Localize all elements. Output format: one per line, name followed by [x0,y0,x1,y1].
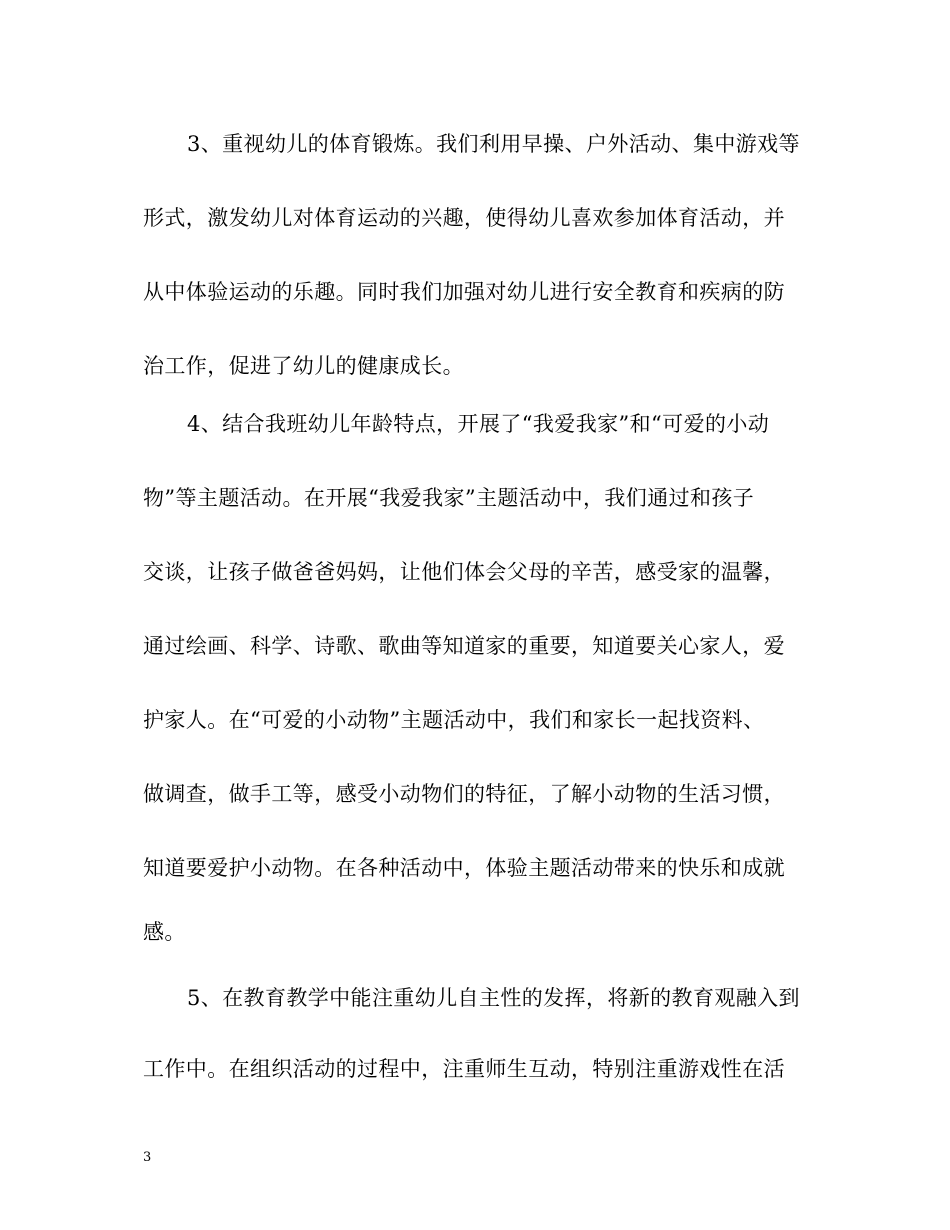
paragraph-5-line-1: 5、在教育教学中能注重幼儿自主性的发挥，将新的教育观融入到 [187,986,800,1010]
paragraph-5-line-2: 工作中。在组织活动的过程中，注重师生互动，特别注重游戏性在活 [143,1057,785,1081]
paragraph-4-line-2: 物”等主题活动。在开展“我爱我家”主题活动中，我们通过和孩子 [143,486,755,510]
paragraph-4-line-1: 4、结合我班幼儿年龄特点，开展了“我爱我家”和“可爱的小动 [187,412,770,436]
paragraph-4-line-8: 感。 [143,920,186,944]
paragraph-3-line-3: 从中体验运动的乐趣。同时我们加强对幼儿进行安全教育和疾病的防 [143,280,785,304]
paragraph-4-line-7: 知道要爱护小动物。在各种活动中，体验主题活动带来的快乐和成就 [143,856,785,880]
paragraph-3-line-1: 3、重视幼儿的体育锻炼。我们利用早操、户外活动、集中游戏等 [187,132,800,156]
paragraph-4-line-3: 交谈，让孩子做爸爸妈妈，让他们体会父母的辛苦，感受家的温馨， [143,560,785,584]
paragraph-4-line-5: 护家人。在“可爱的小动物”主题活动中，我们和家长一起找资料、 [143,708,765,732]
page-number: 3 [143,1150,152,1165]
paragraph-3-line-2: 形式，激发幼儿对体育运动的兴趣，使得幼儿喜欢参加体育活动，并 [143,206,785,230]
paragraph-4-line-4: 通过绘画、科学、诗歌、歌曲等知道家的重要，知道要关心家人，爱 [143,634,785,658]
paragraph-3-line-4: 治工作，促进了幼儿的健康成长。 [143,354,464,378]
paragraph-4-line-6: 做调查，做手工等，感受小动物们的特征，了解小动物的生活习惯， [143,782,785,806]
